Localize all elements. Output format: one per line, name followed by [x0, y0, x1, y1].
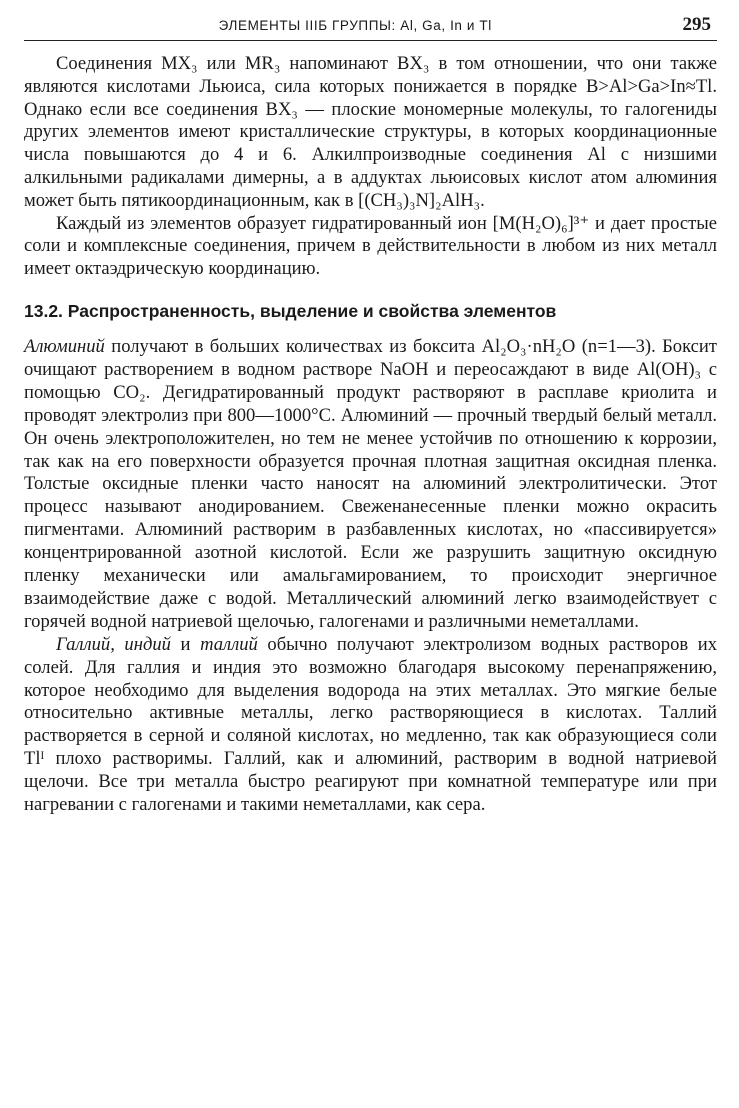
running-title: ЭЛЕМЕНТЫ IIIБ ГРУППЫ: Al, Ga, In и Tl: [218, 18, 492, 33]
paragraph-aluminium: [24, 336, 717, 634]
paragraph-lewis-acids: Соединения MX₃ или MR₃ напоминают BX₃ в том отношении, что они также являются кислотами Льюиса, сила которых понижается в порядке B>Al>Ga>In≈Tl. Однако если все соединения BX₃ — плоские мономерные молекулы, то галогениды других элементов имеют кристаллические структуры, в которых координационные числа повышаются до 4 и 6. Алкилпроизводные соединения Al с низшими алкильными радикалами димерны, а в аддуктах льюисовых кислот атом алюминия может быть пятикоординационным, как в [(CH₃)₃N]₂AlH₃.: [24, 53, 717, 211]
gallium-lead: Галлий, индий: [56, 633, 171, 655]
aluminium-text: получают в больших количествах из боксита Al₂O₃·nH₂O (n=1—3). Боксит очищают растворением в водном растворе NaOH и переосаждают в виде Al(OH)₃ с помощью CO₂. Дегидратированный продукт растворяют в расплаве криолита и проводят электролиз при 800—1000°C. Алюминий — прочный твердый белый металл. Он очень электроположителен, но тем не менее устойчив по отношению к коррозии, так как на его поверхности образуется прочная плотная защитная оксидная пленка. Толстые оксидные пленки часто наносят на алюминий электролитически. Этот процесс называют анодированием. Свеженанесенные пленки можно окрасить пигментами. Алюминий растворим в разбавленных кислотах, но «пассивируется» концентрированной азотной кислотой. Если же разрушить защитную оксидную пленку механически или амальгамированием, то происходит энергичное взаимодействие даже с водой. Металлический алюминий легко взаимодействует с горячей водной натриевой щелочью, галогенами и различными неметаллами.: [24, 335, 717, 632]
paragraph-gallium-indium-thallium: [24, 634, 717, 817]
thallium-lead: таллий: [200, 633, 258, 655]
page-number: 295: [682, 14, 711, 35]
gallium-text: обычно получают электролизом водных растворов их солей. Для галлия и индия это возможно благодаря высокому перенапряжению, которое необходимо для выделения водорода на этих металлах. Это мягкие белые относительно активные металлы, легко растворяющиеся в кислотах. Таллий растворяется в серной и соляной кислотах, но медленно, так как образующиеся соли Tlᴵ плохо растворимы. Галлий, как и алюминий, растворим в водной натриевой щелочи. Все три металла быстро реагируют при комнатной температуре или при нагревании с галогенами и такими неметаллами, как сера.: [24, 633, 717, 816]
body-text-section: [24, 336, 717, 817]
paragraph-hydrated-ion: Каждый из элементов образует гидратированный ион [M(H₂O)₆]³⁺ и дает простые соли и комплексные соединения, причем в действительности в любом из них металл имеет октаэдрическую координацию.: [24, 212, 717, 280]
body-text-top: [24, 53, 717, 281]
aluminium-lead: Алюминий: [24, 335, 105, 357]
section-heading: 13.2. Распространенность, выделение и свойства элементов: [24, 300, 557, 321]
gallium-connector: и: [170, 633, 201, 655]
running-head: [24, 14, 717, 41]
